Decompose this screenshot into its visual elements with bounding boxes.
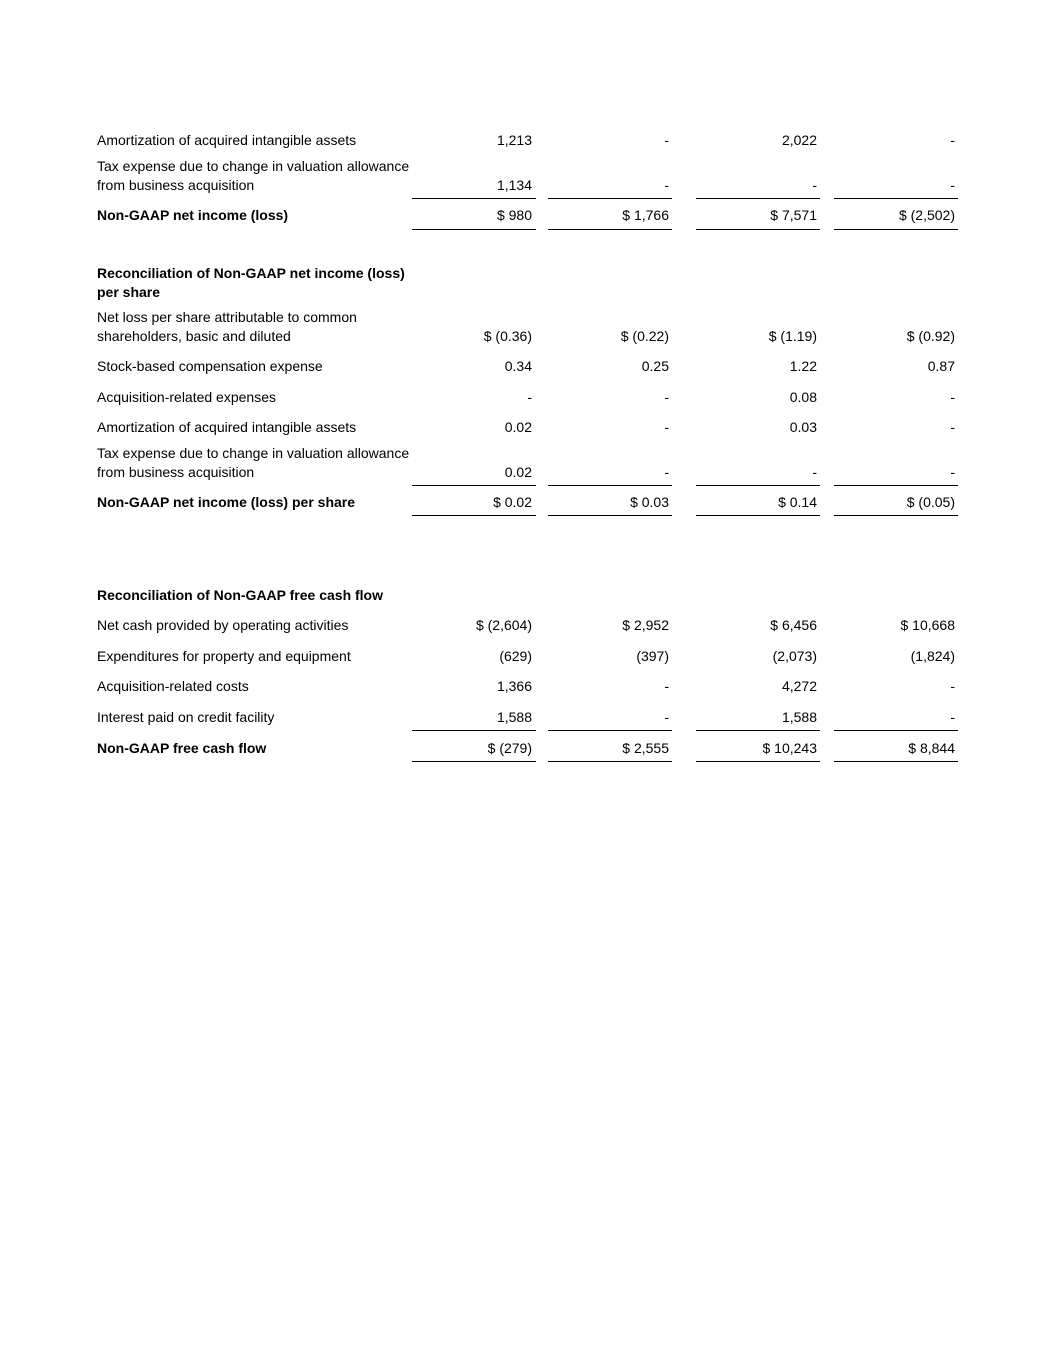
row-value: - [812,464,817,480]
subtotal-rule [412,730,536,731]
row-value: (397) [636,648,669,664]
total-rule [834,229,958,230]
row-value: 1,588 [496,709,532,725]
row-label-line1: Tax expense due to change in valuation allowance [97,445,410,461]
row-value: - [950,464,955,480]
total-label: Non-GAAP net income (loss) [97,207,289,223]
row-value: 0.03 [789,419,817,435]
row-label-line2: from business acquisition [97,177,255,193]
total-value: $ 0.14 [778,494,817,510]
total-rule [696,229,820,230]
row-value: 0.02 [504,464,532,480]
row-value: $ 10,668 [900,617,955,633]
subtotal-rule [548,198,672,199]
row-value: $ (2,604) [475,617,532,633]
row-value: 1.22 [789,358,817,374]
subtotal-rule [696,485,820,486]
row-label-line1: Tax expense due to change in valuation allowance [97,158,410,174]
row-value: 1,134 [496,177,532,193]
section-heading-text: Reconciliation of Non-GAAP free cash flow [97,587,384,603]
total-value: $ 1,766 [622,207,669,223]
total-value: $ 0.03 [630,494,669,510]
subtotal-rule [548,485,672,486]
row-value: - [664,464,669,480]
row-value: 1,213 [496,132,532,148]
row-value: (2,073) [772,648,817,664]
total-value: $ 2,555 [622,740,669,756]
section-heading-line1: Reconciliation of Non-GAAP net income (loss) [97,265,405,281]
total-rule [548,761,672,762]
row-label: Expenditures for property and equipment [97,648,351,664]
row-value: 0.02 [504,419,532,435]
row-value: $ 6,456 [770,617,817,633]
row-value: - [664,177,669,193]
section-heading-line2: per share [97,284,161,300]
row-value: $ 2,952 [622,617,669,633]
row-label: Acquisition-related costs [97,678,249,694]
subtotal-rule [412,198,536,199]
row-value: - [527,389,532,405]
row-value: - [950,177,955,193]
total-rule [834,515,958,516]
total-rule [548,515,672,516]
row-value: - [950,678,955,694]
row-label: Amortization of acquired intangible assets [97,132,357,148]
row-value: 1,588 [781,709,817,725]
total-rule [412,515,536,516]
row-value: - [950,132,955,148]
row-value: - [664,389,669,405]
row-value: 0.34 [504,358,532,374]
total-rule [696,761,820,762]
total-value: $ 0.02 [493,494,532,510]
subtotal-rule [696,730,820,731]
subtotal-rule [412,485,536,486]
subtotal-rule [834,485,958,486]
total-value: $ (0.05) [906,494,955,510]
row-label: Net cash provided by operating activities [97,617,349,633]
row-label-line2: from business acquisition [97,464,255,480]
row-value: - [664,132,669,148]
row-value: - [950,709,955,725]
total-value: $ 980 [496,207,532,223]
total-value: $ 10,243 [762,740,817,756]
total-value: $ 8,844 [908,740,955,756]
row-label: Interest paid on credit facility [97,709,275,725]
total-value: $ (279) [487,740,532,756]
row-value: 1,366 [496,678,532,694]
total-rule [412,229,536,230]
row-value: - [664,709,669,725]
row-value: 0.87 [927,358,955,374]
row-value: 0.08 [789,389,817,405]
row-value: - [664,678,669,694]
total-rule [548,229,672,230]
total-rule [834,761,958,762]
total-rule [412,761,536,762]
total-label: Non-GAAP net income (loss) per share [97,494,356,510]
subtotal-rule [548,730,672,731]
row-value: - [812,177,817,193]
row-label: Acquisition-related expenses [97,389,276,405]
row-value: 4,272 [781,678,817,694]
total-label: Non-GAAP free cash flow [97,740,267,756]
total-rule [696,515,820,516]
total-value: $ 7,571 [770,207,817,223]
row-value: - [950,389,955,405]
row-label: Amortization of acquired intangible assets [97,419,357,435]
row-value: (1,824) [910,648,955,664]
subtotal-rule [834,730,958,731]
row-label-line1: Net loss per share attributable to common [97,309,357,325]
row-value: $ (0.92) [906,328,955,344]
row-value: $ (1.19) [768,328,817,344]
row-value: (629) [499,648,532,664]
row-value: 0.25 [641,358,669,374]
row-label: Stock-based compensation expense [97,358,323,374]
row-label-line2: shareholders, basic and diluted [97,328,291,344]
row-value: $ (0.22) [620,328,669,344]
total-value: $ (2,502) [898,207,955,223]
subtotal-rule [696,198,820,199]
row-value: 2,022 [781,132,817,148]
subtotal-rule [834,198,958,199]
row-value: - [664,419,669,435]
row-value: - [950,419,955,435]
row-value: $ (0.36) [483,328,532,344]
